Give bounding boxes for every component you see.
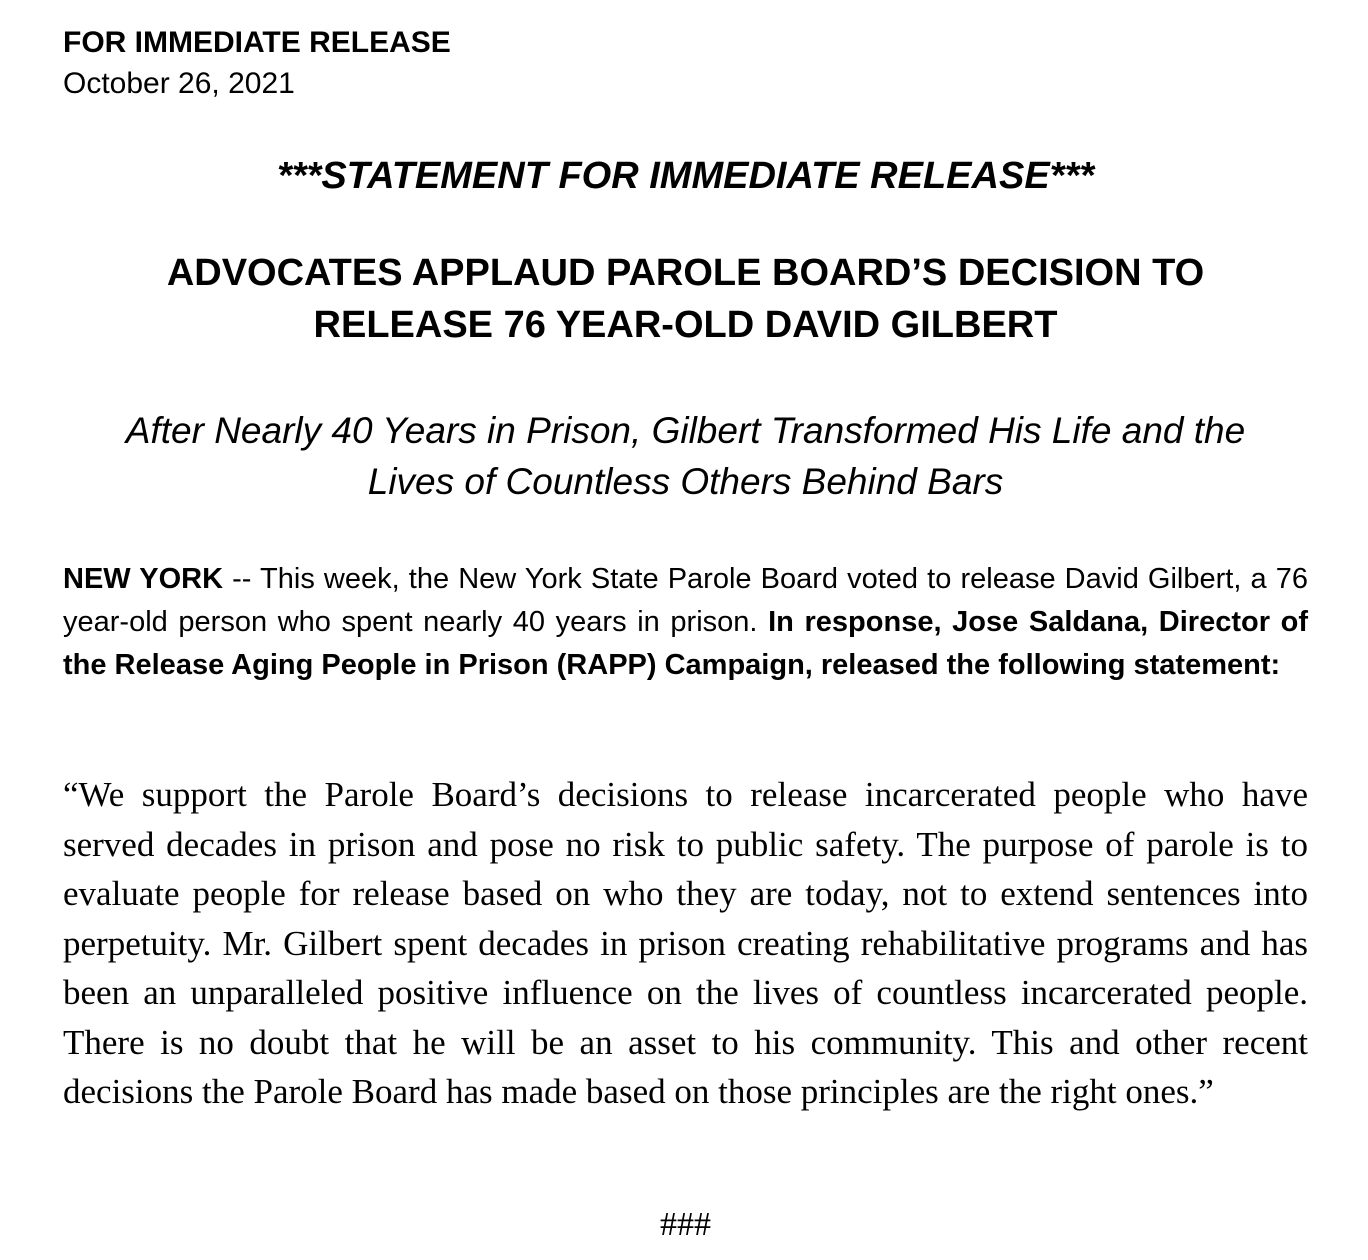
headline-line-1: ADVOCATES APPLAUD PAROLE BOARD’S DECISION TO bbox=[166, 252, 1205, 294]
end-mark: ### bbox=[660, 1206, 711, 1243]
dateline: NEW YORK bbox=[63, 563, 224, 595]
lede-paragraph bbox=[63, 558, 1308, 687]
subheadline-line-1: After Nearly 40 Years in Prison, Gilbert Transformed His Life and the bbox=[125, 410, 1246, 451]
release-date: October 26, 2021 bbox=[63, 67, 295, 100]
subheadline bbox=[63, 405, 1308, 507]
lede-body: -- This week, the New York State Parole Board voted to release David Gilbert, a 76 year-old person who spent nearly 40 years in prison. bbox=[63, 563, 1308, 638]
release-label: FOR IMMEDIATE RELEASE bbox=[63, 26, 451, 59]
headline-line-2: RELEASE 76 YEAR-OLD DAVID GILBERT bbox=[313, 304, 1058, 346]
subheadline-line-2: Lives of Countless Others Behind Bars bbox=[367, 461, 1004, 502]
headline bbox=[63, 247, 1308, 351]
statement-banner: ***STATEMENT FOR IMMEDIATE RELEASE*** bbox=[276, 155, 1095, 197]
quote-paragraph: “We support the Parole Board’s decisions to release incarcerated people who have served decades in prison and pose no risk to public safety. The purpose of parole is to evaluate people for release based on who they are today, not to extend sentences into perpetuity. Mr. Gilbert spent decades in prison creating rehabilitative programs and has been an unparalleled positive influence on the lives of countless incarcerated people. There is no doubt that he will be an asset to his community. This and other recent decisions the Parole Board has made based on those principles are the right ones.” bbox=[63, 775, 1308, 1111]
lede-attribution: In response, Jose Saldana, Director of the Release Aging People in Prison (RAPP) Campaign, released the following statement: bbox=[63, 606, 1308, 681]
